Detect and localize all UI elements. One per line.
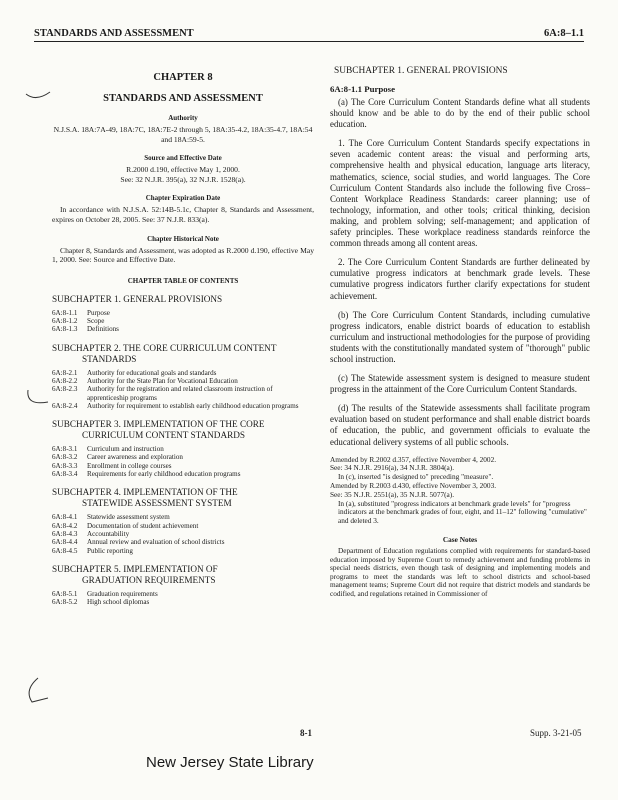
toc-entry-title: Definitions bbox=[87, 325, 119, 334]
toc-entry bbox=[52, 598, 314, 606]
toc-entry-title: Authority for educational goals and standards bbox=[87, 368, 217, 377]
toc-subchapter-heading bbox=[52, 564, 314, 586]
toc-entry-number: 6A:8-1.1 bbox=[52, 308, 78, 317]
toc-entry-number: 6A:8-5.1 bbox=[52, 589, 78, 598]
binder-hole-mark bbox=[24, 388, 52, 412]
authority-label: Authority bbox=[168, 114, 198, 122]
toc-entry bbox=[52, 317, 314, 325]
toc-entry-number: 6A:8-2.2 bbox=[52, 376, 78, 385]
toc-title: CHAPTER TABLE OF CONTENTS bbox=[127, 276, 239, 285]
toc-entry-number: 6A:8-3.4 bbox=[52, 470, 78, 479]
toc-subchapter-line: SUBCHAPTER 2. THE CORE CURRICULUM CONTENT bbox=[52, 342, 277, 353]
toc-entry bbox=[52, 470, 314, 478]
toc-entry-title: High school diplomas bbox=[87, 598, 150, 607]
toc-entry-number: 6A:8-2.3 bbox=[52, 385, 78, 394]
running-header bbox=[34, 28, 584, 42]
toc-entry bbox=[52, 538, 314, 546]
body-paragraph: (b) The Core Curriculum Content Standards, including cumulative progress indicators, enable district boards of education to establish curriculum and instructional methodologies for the purpose of providing students with the constitutionally mandated system of "thorough" public school instruction. bbox=[330, 309, 590, 364]
toc-subchapter-heading bbox=[52, 487, 314, 509]
toc-entry bbox=[52, 530, 314, 538]
chapter-number: CHAPTER 8 bbox=[153, 72, 213, 83]
toc-entry-title: Enrollment in college courses bbox=[87, 461, 172, 470]
expiration-text: In accordance with N.J.S.A. 52:14B-5.1c, Chapter 8, Standards and Assessment, expires on October 28, 2005. See: 37 N.J.R. 833(a). bbox=[52, 205, 314, 224]
toc-entry-number: 6A:8-3.1 bbox=[52, 445, 78, 454]
right-column bbox=[330, 66, 590, 599]
toc-entry-title: Annual review and evaluation of school districts bbox=[87, 538, 225, 547]
toc-subchapter-line: SUBCHAPTER 1. GENERAL PROVISIONS bbox=[52, 293, 223, 304]
toc-entry bbox=[52, 377, 314, 385]
toc-subchapter-line: STATEWIDE ASSESSMENT SYSTEM bbox=[82, 498, 232, 509]
toc-entry-title: Authority for the registration and related classroom instruction of apprenticeship programs bbox=[87, 385, 273, 402]
source-line: R.2000 d.190, effective May 1, 2000. bbox=[126, 165, 240, 175]
toc-subchapter-line: GRADUATION REQUIREMENTS bbox=[82, 574, 216, 585]
toc-entry-title: Curriculum and instruction bbox=[87, 445, 164, 454]
historical-label: Chapter Historical Note bbox=[147, 234, 219, 243]
toc-subchapter-line: STANDARDS bbox=[82, 353, 137, 364]
body-paragraph: (c) The Statewide assessment system is designed to measure student progress in the attainment of the Core Curriculum Content Standards. bbox=[330, 373, 590, 395]
history-line: In (c), inserted "is designed to" preceding "measure". bbox=[338, 472, 494, 482]
toc-entry bbox=[52, 513, 314, 521]
history-line: See: 34 N.J.R. 2916(a), 34 N.J.R. 3804(a). bbox=[330, 463, 455, 473]
history-line: Amended by R.2003 d.430, effective November 3, 2003. bbox=[330, 481, 497, 491]
toc-entry-title: Scope bbox=[87, 317, 105, 326]
source-label: Source and Effective Date bbox=[144, 154, 222, 163]
header-section: 6A:8–1.1 bbox=[544, 28, 584, 39]
toc-entry-title: Career awareness and exploration bbox=[87, 453, 183, 462]
toc-entry-number: 6A:8-2.4 bbox=[52, 401, 78, 410]
toc-entry-number: 6A:8-5.2 bbox=[52, 598, 78, 607]
body-paragraph: 1. The Core Curriculum Content Standards specify expectations in seven academic content areas: the visual and performing arts, comprehensive health and physical education, language arts literacy, mathematics, science, social studies, and world languages. The Core Curriculum Content Standards also include the following five Cross–Content Workplace Readiness Standards: career planning; use of technology, information, and other tools; critical thinking, decision making, and problem solving; self-management; and application of safety principles. These workplace readiness standards reinforce the common threads among all content areas. bbox=[330, 138, 590, 249]
history-line: See: 35 N.J.R. 2551(a), 35 N.J.R. 5077(a). bbox=[330, 489, 455, 499]
toc-subchapter-line: CURRICULUM CONTENT STANDARDS bbox=[82, 430, 245, 441]
section-heading: 6A:8-1.1 Purpose bbox=[330, 84, 395, 94]
toc-entry bbox=[52, 325, 314, 333]
subchapter-heading: SUBCHAPTER 1. GENERAL PROVISIONS bbox=[334, 66, 508, 76]
body-paragraph: (d) The results of the Statewide assessments shall facilitate program evaluation based on student performance and shall enable district boards of education, the public, and government officials to evaluate the educational delivery systems of all public schools. bbox=[330, 403, 590, 447]
chapter-title: STANDARDS AND ASSESSMENT bbox=[103, 93, 263, 104]
table-of-contents bbox=[52, 294, 314, 607]
toc-entry-title: Purpose bbox=[87, 308, 110, 317]
toc-entry bbox=[52, 547, 314, 555]
toc-subchapter-heading bbox=[52, 294, 314, 305]
toc-entry-title: Authority for requirement to establish early childhood education programs bbox=[87, 401, 299, 410]
toc-entry bbox=[52, 402, 314, 410]
purpose-text bbox=[330, 97, 590, 448]
body-paragraph: (a) The Core Curriculum Content Standards define what all students should know and be able to do by the end of their public school education. bbox=[330, 97, 590, 130]
toc-entry-title: Statewide assessment system bbox=[87, 513, 170, 522]
toc-entry bbox=[52, 590, 314, 598]
library-watermark: New Jersey State Library bbox=[146, 754, 314, 771]
toc-entry-number: 6A:8-4.3 bbox=[52, 529, 78, 538]
toc-entry bbox=[52, 445, 314, 453]
toc-entry-number: 6A:8-2.1 bbox=[52, 368, 78, 377]
case-notes-text: Department of Education regulations complied with requirements for standard-based education imposed by Supreme Court to remedy achievement and funding problems in special needs districts, even though task of designing and implementing models and programs to meet the standards was left to school districts and school-based management teams; Supreme Court did not require that district models and standards be codified, and regulations retained in Commissioner of bbox=[330, 546, 590, 598]
toc-entry-number: 6A:8-4.4 bbox=[52, 538, 78, 547]
toc-subchapter-heading bbox=[52, 343, 314, 365]
toc-subchapter-heading bbox=[52, 419, 314, 441]
toc-subchapter-line: SUBCHAPTER 4. IMPLEMENTATION OF THE bbox=[52, 487, 238, 498]
history-line: In (a), substituted "progress indicators at benchmark grade levels" for "progress indicators at the benchmark grades of four, eight, and 11–12" following "cumulative" and deleted 3. bbox=[338, 498, 587, 526]
authority-text: N.J.S.A. 18A:7A-49, 18A:7C, 18A:7E-2 through 5, 18A:35-4.2, 18A:35-4.7, 18A:54 and 18A:59-5. bbox=[53, 125, 313, 144]
toc-entry bbox=[52, 309, 314, 317]
toc-entry-number: 6A:8-3.3 bbox=[52, 461, 78, 470]
toc-entry-number: 6A:8-4.1 bbox=[52, 513, 78, 522]
binder-hole-mark bbox=[24, 88, 52, 102]
binder-hole-mark bbox=[24, 676, 52, 706]
expiration-label: Chapter Expiration Date bbox=[145, 194, 221, 203]
toc-entry-title: Graduation requirements bbox=[87, 589, 158, 598]
toc-entry bbox=[52, 369, 314, 377]
toc-entry-number: 6A:8-3.2 bbox=[52, 453, 78, 462]
history-line: Amended by R.2002 d.357, effective November 4, 2002. bbox=[330, 454, 497, 464]
left-column bbox=[52, 66, 314, 606]
toc-entry bbox=[52, 522, 314, 530]
header-title: STANDARDS AND ASSESSMENT bbox=[34, 28, 194, 39]
case-notes-label: Case Notes bbox=[442, 535, 478, 544]
historical-text: Chapter 8, Standards and Assessment, was adopted as R.2000 d.190, effective May 1, 2000. See: Source and Effective Date. bbox=[52, 245, 314, 265]
source-line: See: 32 N.J.R. 395(a), 32 N.J.R. 1528(a). bbox=[120, 174, 246, 184]
toc-entry bbox=[52, 385, 314, 402]
toc-entry-title: Public reporting bbox=[87, 546, 133, 555]
toc-entry-title: Accountability bbox=[87, 529, 130, 538]
toc-entry-title: Requirements for early childhood education programs bbox=[87, 470, 241, 479]
toc-entry-title: Documentation of student achievement bbox=[87, 521, 199, 530]
toc-entry-number: 6A:8-4.2 bbox=[52, 521, 78, 530]
toc-entry bbox=[52, 453, 314, 461]
toc-subchapter-line: SUBCHAPTER 3. IMPLEMENTATION OF THE CORE bbox=[52, 419, 265, 430]
toc-entry-title: Authority for the State Plan for Vocational Education bbox=[87, 376, 238, 385]
toc-entry-number: 6A:8-1.3 bbox=[52, 325, 78, 334]
toc-entry bbox=[52, 462, 314, 470]
toc-subchapter-line: SUBCHAPTER 5. IMPLEMENTATION OF bbox=[52, 563, 218, 574]
toc-entry-number: 6A:8-4.5 bbox=[52, 546, 78, 555]
toc-entry-number: 6A:8-1.2 bbox=[52, 317, 78, 326]
body-paragraph: 2. The Core Curriculum Content Standards are further delineated by cumulative progress indicators at benchmark grade levels. These cumulative progress indicators further clarify expectations for student achievement. bbox=[330, 257, 590, 301]
page-number: 8-1 bbox=[300, 728, 312, 738]
supplement-date: Supp. 3-21-05 bbox=[530, 728, 582, 738]
amendment-history bbox=[330, 456, 590, 526]
